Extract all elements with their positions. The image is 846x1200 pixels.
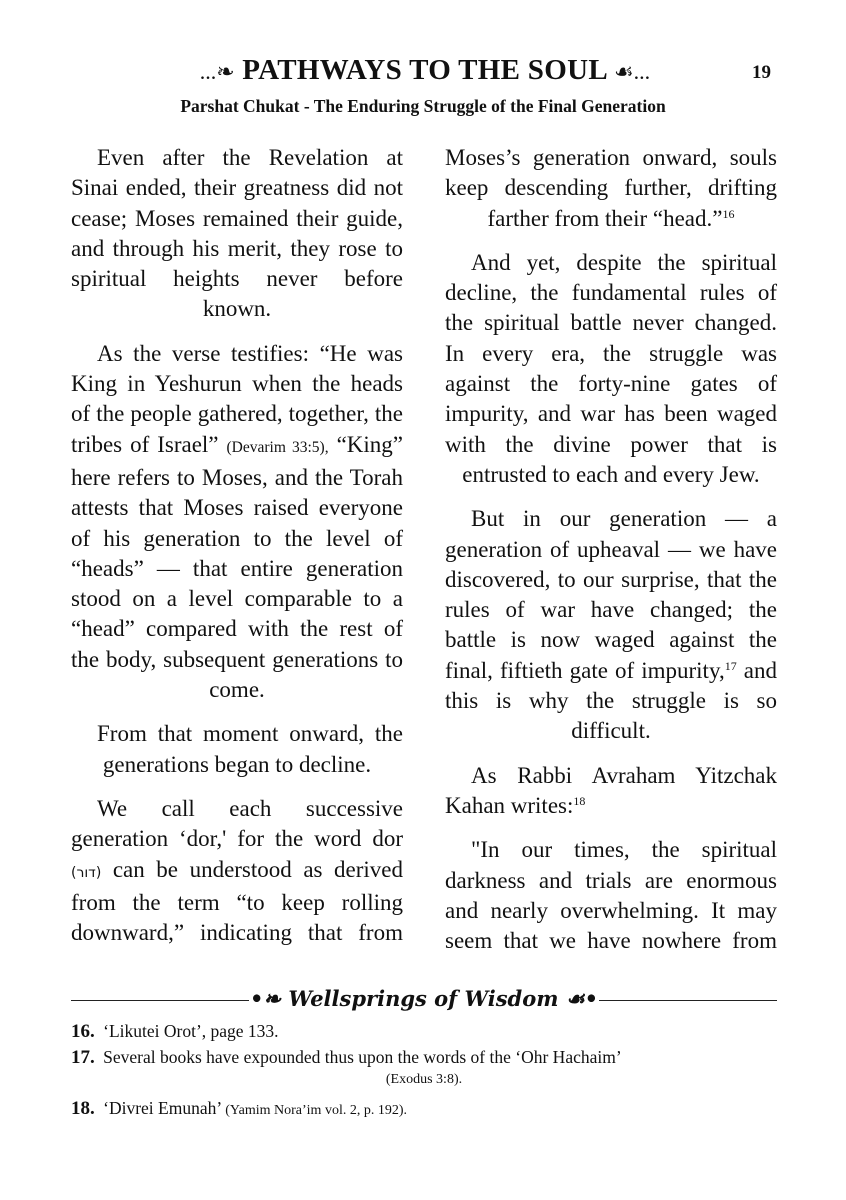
- footnote-marker[interactable]: 18: [573, 793, 586, 808]
- hebrew-word: (דור): [71, 864, 102, 881]
- verse-reference: (Devarim 33:5),: [226, 438, 329, 456]
- footnote-marker[interactable]: 17: [724, 658, 737, 673]
- paragraph: [71, 339, 403, 706]
- paragraph-text: But in our generation — a generation of upheaval — we have discovered, to our surprise, that the rules of war have changed; the battle is now waged against the final, fiftieth gate of impurity,: [445, 506, 777, 683]
- footnote-text: ‘Likutei Orot’, page 133.: [103, 1021, 279, 1041]
- divider-line: [71, 1000, 249, 1001]
- footnote-16: [71, 1020, 777, 1043]
- chapter-subtitle: Parshat Chukat - The Enduring Struggle of the Final Generation: [180, 96, 666, 116]
- footnote-reference: (Exodus 3:8).: [385, 1072, 463, 1087]
- paragraph-text: As the verse testifies: “He was King in Yeshurun when the heads of the people gathered, together, the tribes of Israel”: [71, 340, 403, 457]
- ornament-right-icon: ☙...: [613, 59, 651, 84]
- footnote-number: 17.: [71, 1047, 95, 1068]
- footnote-17: [71, 1046, 777, 1069]
- divider-label: •❧ Wellsprings of Wisdom ☙•: [250, 986, 598, 1011]
- page-header: [0, 50, 846, 90]
- paragraph-text: Moses’s generation onward, souls keep descending further, drifting farther from their “head.”: [445, 145, 777, 231]
- paragraph: [445, 143, 777, 234]
- footnote-text: ‘Divrei Emunah’: [103, 1098, 221, 1118]
- footnote-reference: (Yamim Nora’im vol. 2, p. 192).: [225, 1103, 407, 1118]
- paragraph: "In our times, the spiritual darkness and trials are enormous and nearly overwhelming. It may seem that we have nowhere from: [445, 837, 777, 954]
- paragraph-text: We call each successive generation ‘dor,' for the word dor: [71, 795, 403, 852]
- paragraph: [71, 794, 403, 948]
- footnotes: [71, 1020, 777, 1125]
- running-title: [130, 50, 720, 92]
- left-column: [71, 143, 403, 962]
- paragraph: From that moment onward, the generations began to decline.: [97, 721, 403, 777]
- book-title: PATHWAYS TO THE SOUL: [242, 54, 607, 86]
- right-column: [445, 143, 777, 970]
- paragraph: Even after the Revelation at Sinai ended, their greatness did not cease; Moses remained their guide, and through his merit, they rose to spiritual heights never before known.: [71, 145, 403, 322]
- footnote-18: [71, 1097, 777, 1122]
- divider-line: [599, 1000, 777, 1001]
- footnote-number: 16.: [71, 1021, 95, 1042]
- paragraph-text: “King” here refers to Moses, and the Torah attests that Moses raised everyone of his generation to the level of “heads” — that entire generation stood on a level comparable to a “head” compared with the rest of the body, subsequent generations to come.: [71, 431, 403, 703]
- paragraph: [445, 504, 777, 746]
- footnote-divider: [71, 984, 777, 1014]
- paragraph-text: can be understood as derived from the term “to keep rolling downward,” indicating that from: [71, 856, 403, 946]
- page-number: 19: [752, 62, 771, 83]
- paragraph-text: and this is why the struggle is so difficult.: [445, 657, 777, 744]
- paragraph-text: As Rabbi Avraham Yitzchak Kahan writes:: [445, 762, 777, 818]
- paragraph: And yet, despite the spiritual decline, the fundamental rules of the spiritual battle never changed. In every era, the struggle was against the forty-nine gates of impurity, and war has been waged with the divine power that is entrusted to each and every Jew.: [445, 249, 777, 487]
- paragraph: [445, 761, 777, 822]
- footnote-number: 18.: [71, 1098, 95, 1119]
- footnote-marker[interactable]: 16: [722, 206, 735, 221]
- footnote-text: Several books have expounded thus upon the words of the ‘Ohr Hachaim’: [103, 1047, 622, 1067]
- ornament-left-icon: ...❧: [199, 59, 235, 84]
